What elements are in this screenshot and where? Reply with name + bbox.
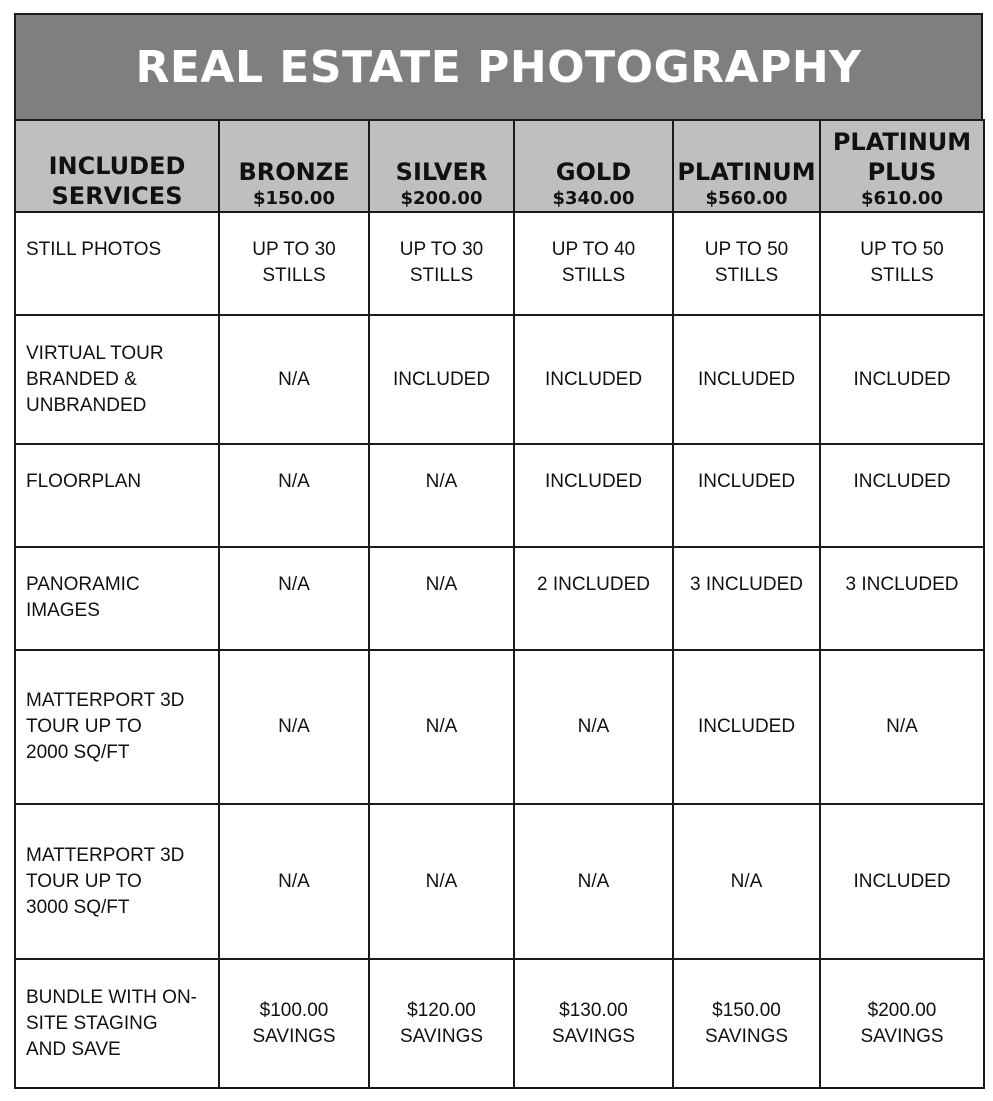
tier-name: BRONZE: [238, 158, 350, 186]
service-label-line: TOUR UP TO: [26, 870, 142, 892]
table-cell: [369, 315, 514, 444]
cell-value: INCLUDED: [544, 368, 643, 390]
cell-value: N/A: [730, 870, 763, 892]
service-label: [15, 315, 219, 444]
cell-value: INCLUDED: [853, 870, 951, 892]
table-cell: [673, 444, 820, 547]
tier-name: SILVER: [395, 158, 488, 186]
table-cell: [219, 959, 369, 1088]
table-row: [15, 547, 984, 650]
tier-header-silver: [369, 120, 514, 212]
cell-value: N/A: [278, 574, 310, 595]
tier-price: $340.00: [552, 188, 635, 209]
cell-value: SAVINGS: [399, 1025, 484, 1047]
table-cell: [820, 804, 984, 959]
table-cell: [673, 212, 820, 315]
table-row: [15, 650, 984, 804]
cell-value: INCLUDED: [392, 368, 491, 390]
table-row: [15, 804, 984, 959]
service-label-line: SITE STAGING: [26, 1012, 158, 1034]
cell-value: N/A: [577, 716, 610, 737]
cell-value: INCLUDED: [697, 716, 796, 737]
tier-price: $560.00: [705, 188, 788, 209]
services-header: [15, 120, 219, 212]
table-row: [15, 315, 984, 444]
table-cell: [219, 315, 369, 444]
service-label-line: FLOORPLAN: [26, 471, 142, 492]
cell-value: 3 INCLUDED: [690, 574, 803, 595]
table-cell: [219, 444, 369, 547]
cell-value: 3 INCLUDED: [845, 574, 959, 595]
title-bar: [14, 13, 983, 119]
service-label-line: STILL PHOTOS: [26, 239, 162, 260]
table-row: [15, 212, 984, 315]
cell-value: $200.00: [867, 999, 937, 1021]
table-cell: [369, 212, 514, 315]
service-label-line: BRANDED &: [26, 368, 137, 390]
cell-value: N/A: [425, 471, 458, 492]
table-cell: [219, 212, 369, 315]
table-cell: [369, 547, 514, 650]
tier-price: $610.00: [861, 188, 943, 209]
cell-value: SAVINGS: [860, 1025, 944, 1047]
cell-value: SAVINGS: [704, 1025, 789, 1047]
table-cell: [219, 547, 369, 650]
table-cell: [673, 650, 820, 804]
service-label: [15, 959, 219, 1088]
service-label-line: VIRTUAL TOUR: [26, 342, 164, 364]
cell-value: $150.00: [712, 999, 781, 1021]
service-label-line: PANORAMIC: [26, 574, 140, 595]
tier-header-platinum: [673, 120, 820, 212]
table-cell: [514, 804, 673, 959]
cell-value: UP TO 30: [399, 239, 484, 260]
service-label-line: MATTERPORT 3D: [26, 844, 185, 866]
cell-value: UP TO 50: [704, 239, 789, 260]
table-cell: [673, 804, 820, 959]
cell-value: $130.00: [559, 999, 628, 1021]
cell-value: N/A: [425, 716, 458, 737]
service-label: [15, 650, 219, 804]
cell-value: STILLS: [409, 265, 474, 286]
services-header-line: INCLUDED: [48, 152, 186, 180]
service-label-line: MATTERPORT 3D: [26, 690, 185, 711]
table-row: [15, 444, 984, 547]
table-cell: [514, 959, 673, 1088]
table-cell: [673, 959, 820, 1088]
tier-price: $200.00: [400, 188, 483, 209]
cell-value: INCLUDED: [544, 471, 643, 492]
table-cell: [514, 547, 673, 650]
table-cell: [219, 804, 369, 959]
table-cell: [369, 444, 514, 547]
service-label-line: AND SAVE: [26, 1038, 121, 1060]
table-cell: [820, 444, 984, 547]
service-label: [15, 547, 219, 650]
service-label: [15, 212, 219, 315]
table-cell: [673, 547, 820, 650]
table-cell: [514, 650, 673, 804]
cell-value: N/A: [886, 716, 918, 737]
table-cell: [369, 959, 514, 1088]
service-label: [15, 804, 219, 959]
cell-value: STILLS: [262, 265, 326, 286]
pricing-sheet: [14, 13, 983, 1089]
table-cell: [219, 650, 369, 804]
cell-value: INCLUDED: [853, 471, 951, 492]
tier-name: PLUS: [867, 158, 937, 186]
tier-header-gold: [514, 120, 673, 212]
tier-name: PLATINUM: [832, 128, 972, 156]
cell-value: $120.00: [407, 999, 476, 1021]
service-label-line: BUNDLE WITH ON-: [26, 986, 197, 1008]
cell-value: 2 INCLUDED: [537, 574, 650, 595]
page-title: REAL ESTATE PHOTOGRAPHY: [135, 41, 862, 93]
service-label-line: UNBRANDED: [26, 394, 147, 416]
cell-value: N/A: [278, 368, 310, 390]
services-header-line: SERVICES: [51, 182, 183, 210]
tier-name: GOLD: [555, 158, 632, 186]
service-label-line: 3000 SQ/FT: [26, 896, 130, 918]
table-cell: [514, 444, 673, 547]
tier-name: PLATINUM: [677, 158, 816, 186]
cell-value: INCLUDED: [697, 368, 796, 390]
table-row: [15, 959, 984, 1088]
table-cell: [820, 547, 984, 650]
cell-value: N/A: [577, 870, 610, 892]
cell-value: UP TO 30: [252, 239, 336, 260]
table-cell: [820, 650, 984, 804]
cell-value: N/A: [278, 716, 310, 737]
tier-price: $150.00: [253, 188, 335, 209]
cell-value: N/A: [425, 870, 458, 892]
table-body: [15, 212, 984, 1088]
cell-value: SAVINGS: [551, 1025, 636, 1047]
cell-value: SAVINGS: [252, 1025, 336, 1047]
cell-value: $100.00: [259, 999, 329, 1021]
cell-value: INCLUDED: [697, 471, 796, 492]
tier-header-bronze: [219, 120, 369, 212]
table-cell: [514, 212, 673, 315]
service-label-line: TOUR UP TO: [26, 716, 142, 737]
table-cell: [514, 315, 673, 444]
cell-value: N/A: [278, 870, 310, 892]
cell-value: STILLS: [561, 265, 626, 286]
table-cell: [820, 212, 984, 315]
cell-value: UP TO 40: [551, 239, 636, 260]
table-cell: [820, 959, 984, 1088]
cell-value: UP TO 50: [860, 239, 944, 260]
tier-header-platinum-plus: [820, 120, 984, 212]
table-cell: [369, 650, 514, 804]
table-cell: [673, 315, 820, 444]
service-label: [15, 444, 219, 547]
header-row: [15, 120, 984, 212]
cell-value: N/A: [425, 574, 458, 595]
cell-value: N/A: [278, 471, 310, 492]
table-cell: [369, 804, 514, 959]
service-label-line: 2000 SQ/FT: [26, 742, 130, 763]
cell-value: STILLS: [870, 265, 934, 286]
table-cell: [820, 315, 984, 444]
cell-value: STILLS: [714, 265, 779, 286]
service-label-line: IMAGES: [26, 600, 100, 621]
pricing-table: [14, 119, 985, 1089]
cell-value: INCLUDED: [853, 368, 951, 390]
